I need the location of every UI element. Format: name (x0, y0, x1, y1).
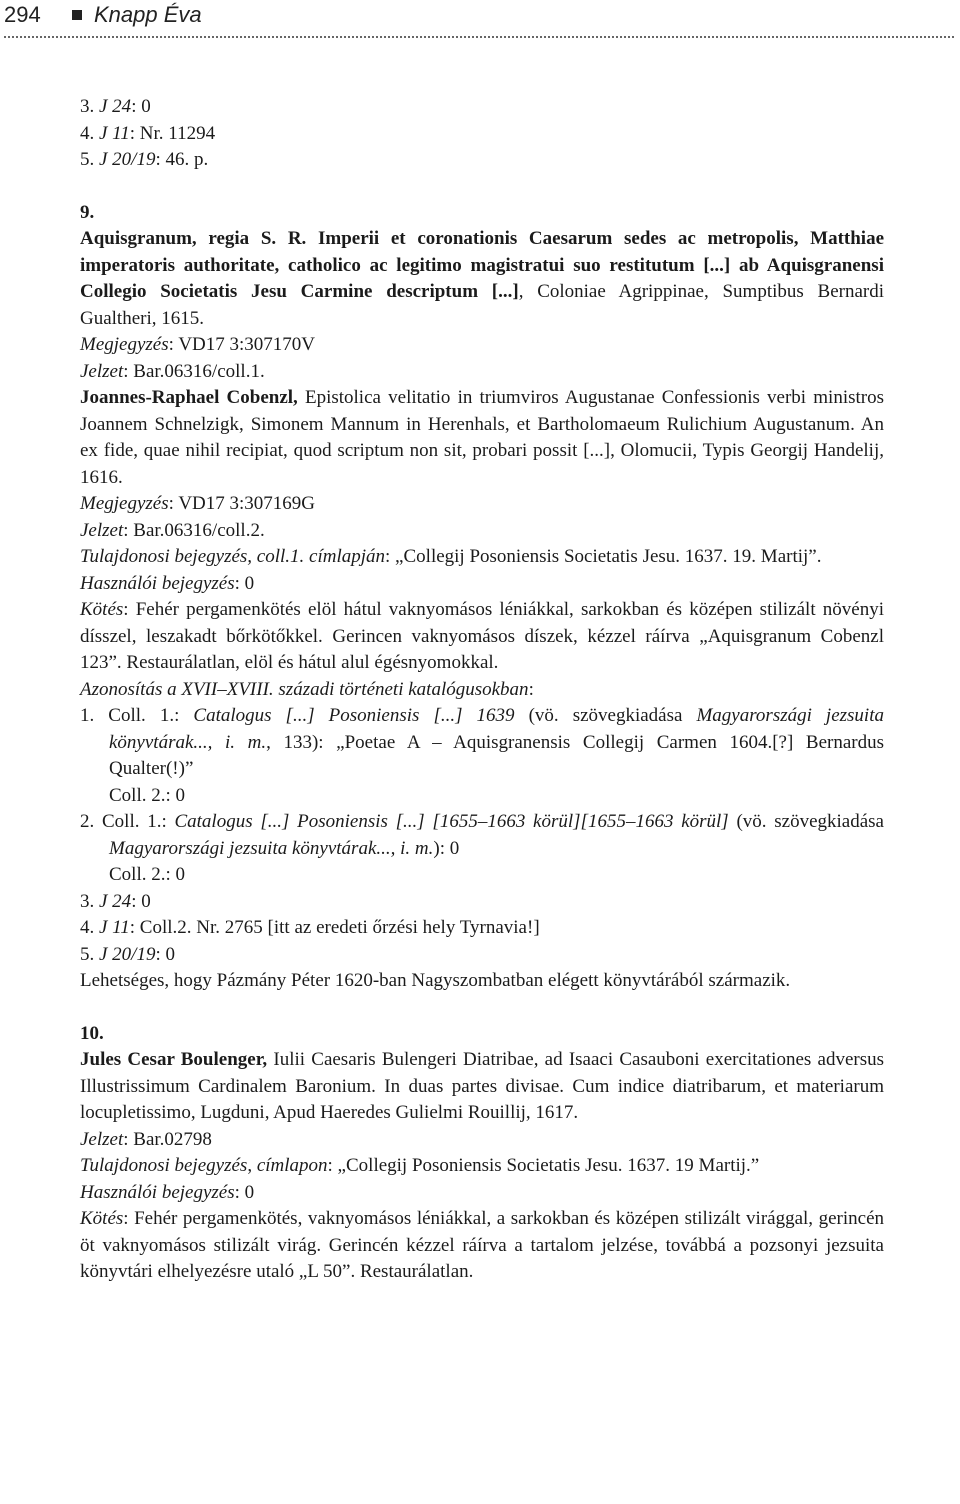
binding: Kötés: Fehér pergamenkötés elöl hátul vaknyomásos léniákkal, sarkokban és középen stilizált növényi dísszel, leszakadt bőrkötőkkel. Gerincen vaknyomásos díszek, kézzel ráírva „Aquisgranum Cobenzl 123”. Restaurálatlan, elöl és hátul alul égésnyomokkal. (80, 599, 884, 673)
shelfmark: Jelzet: Bar.06316/coll.2. (80, 519, 265, 541)
top-list-item: 5. J 20/19: 46. p. (80, 149, 209, 170)
entry-title: Aquisgranum, regia S. R. Imperii et coronationis Caesarum sedes ac metropolis, Matthiae imperatoris authoritate, catholico ac legitimo magistratui suo restitutum [...] ab Aquisgranensi Collegio Societatis Jesu Carmine descriptum [...], Coloniae Agrippinae, Sumptibus Bernardi Gualtheri, 1615. (80, 228, 884, 329)
ident-item: 1. Coll. 1.: Catalogus [...] Posoniensis [...] 1639 (vö. szövegkiadása Magyarországi jezsuita könyvtárak..., i. m., 133): „Poetae A – Aquisgranensis Collegij Carmen 1604.[?] Bernardus Qualter(!)” (80, 705, 885, 779)
identification-heading: Azonosítás a XVII–XVIII. századi történeti katalógusokban: (80, 678, 534, 700)
note: Megjegyzés: VD17 3:307169G (80, 493, 316, 514)
page-number: 294 (4, 2, 41, 27)
ident-item-coll2: Coll. 2.: 0 (109, 864, 186, 885)
running-header (0, 0, 960, 38)
top-list-item: 3. J 24: 0 (80, 96, 151, 117)
note: Megjegyzés: VD17 3:307170V (80, 334, 316, 355)
ident-item-coll2: Coll. 2.: 0 (109, 784, 186, 806)
ident-item: 2. Coll. 1.: Catalogus [...] Posoniensis [...] [1655–1663 körül][1655–1663 körül] (vö. szövegkiadása Magyarországi jezsuita könyvtárak..., i. m.): 0 (80, 811, 884, 859)
owner-inscription: Tulajdonosi bejegyzés, címlapon: „Collegij Posoniensis Societatis Jesu. 1637. 19 Martij.” (80, 1155, 760, 1176)
conclusion: Lehetséges, hogy Pázmány Péter 1620-ban Nagyszombatban elégett könyvtárából származik. (80, 970, 791, 991)
user-inscription: Használói bejegyzés: 0 (80, 572, 255, 594)
shelfmark: Jelzet: Bar.06316/coll.1. (80, 360, 265, 382)
binding: Kötés: Fehér pergamenkötés, vaknyomásos léniákkal, a sarkokban és középen stilizált virággal, gerincén öt vaknyomásos stilizált virág. Gerincén kézzel ráírva a tartalom jelzése, továbbá a pozsonyi jezsuita könyvtári elhelyezésre utaló „L 50”. Restaurálatlan. (80, 1208, 884, 1282)
main-text (80, 94, 884, 1286)
ident-item: 5. J 20/19: 0 (80, 943, 175, 965)
header-dotted-rule (4, 36, 954, 38)
entry-number: 9. (80, 201, 95, 223)
square-bullet-icon (72, 10, 82, 20)
entry-title: Jules Cesar Boulenger, Iulii Caesaris Bulengeri Diatribae, ad Isaaci Casauboni exercitationes adversus Illustrissimum Cardinalem Baronium. In duas partes divisae. Cum indice diatribarum, et materiarum locupletissimo, Lugduni, Apud Haeredes Gulielmi Rouillij, 1617. (80, 1049, 884, 1123)
ident-item: 4. J 11: Coll.2. Nr. 2765 [itt az eredeti őrzési hely Tyrnavia!] (80, 917, 540, 938)
entry-number: 10. (80, 1022, 104, 1044)
shelfmark: Jelzet: Bar.02798 (80, 1128, 212, 1150)
user-inscription: Használói bejegyzés: 0 (80, 1181, 255, 1203)
coauthor-entry: Joannes-Raphael Cobenzl, Epistolica velitatio in triumviros Augustanae Confessionis verbi ministros Joannem Schnelzigk, Simonem Mannum in Herenhals, et Bartholomaeum Rulichium Augustanum. An ex fide, quae nihil recipiat, quod scriptum non sit, probari possit [...], Olomucii, Typis Georgij Handelij, 1616. (80, 387, 884, 488)
ident-item: 3. J 24: 0 (80, 890, 151, 912)
top-list-item: 4. J 11: Nr. 11294 (80, 122, 216, 144)
owner-inscription: Tulajdonosi bejegyzés, coll.1. címlapján: „Collegij Posoniensis Societatis Jesu. 1637. 19. Martij”. (80, 546, 822, 567)
header-author: Knapp Éva (94, 2, 202, 27)
